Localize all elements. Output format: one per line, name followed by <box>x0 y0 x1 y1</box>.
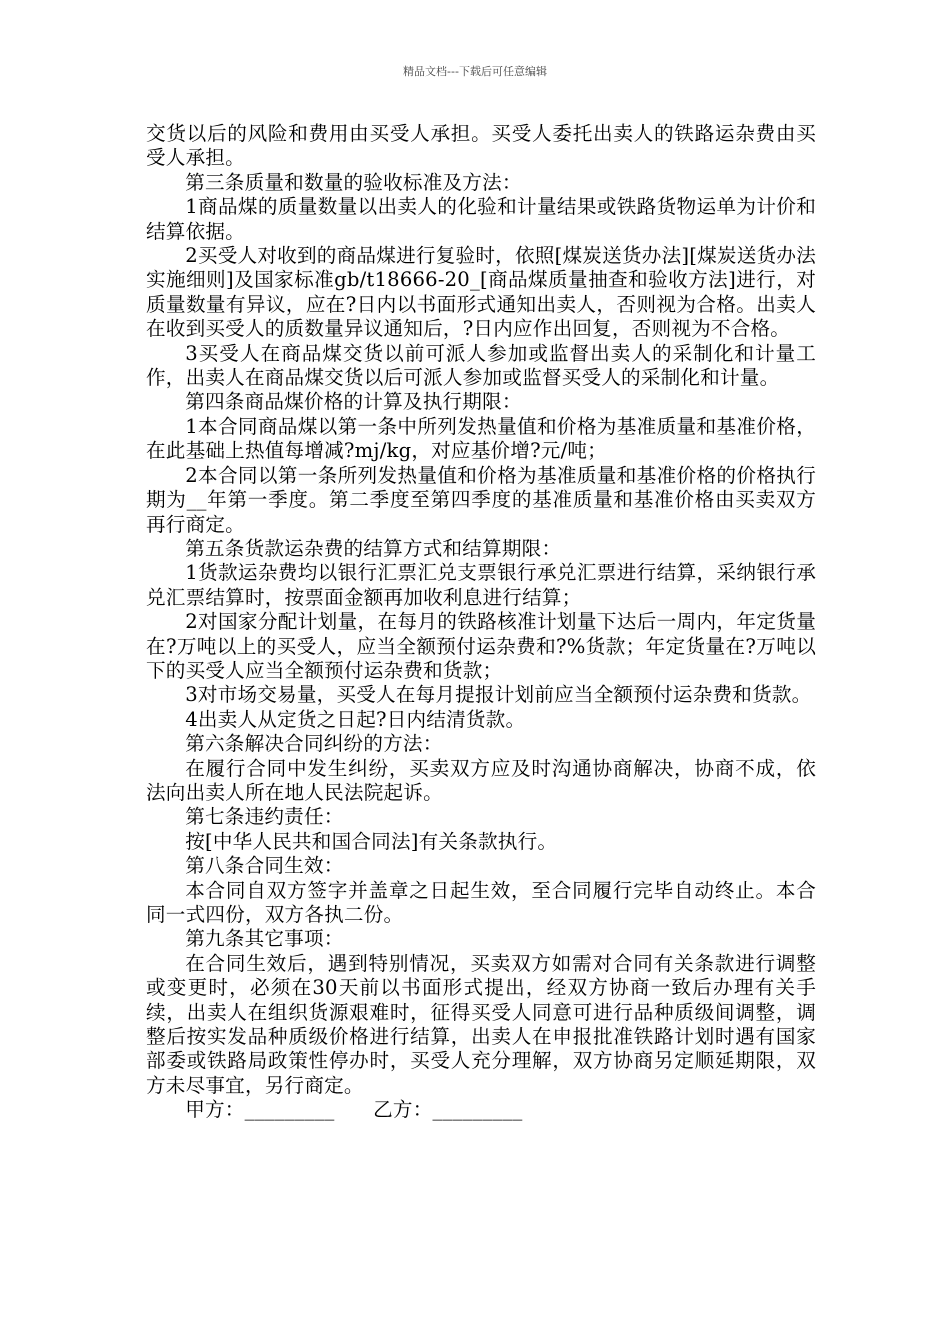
paragraph: 2买受人对收到的商品煤进行复验时，依照[煤炭送货办法][煤炭送货办法实施细则]及国家标准gb/t18666-20_[商品煤质量抽查和验收方法]进行，对质量数量有异议，应在?日内以书面形式通知出卖人，否则视为合格。出卖人在收到买受人的质数量异议通知后，?日内应作出回复，否则视为不合格。 <box>146 244 816 341</box>
paragraph: 按[中华人民共和国合同法]有关条款执行。 <box>185 829 558 853</box>
paragraph: 第七条违约责任： <box>185 805 344 829</box>
paragraph: 3对市场交易量，买受人在每月提报计划前应当全额预付运杂费和货款。 <box>185 683 812 707</box>
paragraph: 3买受人在商品煤交货以前可派人参加或监督出卖人的采制化和计量工作，出卖人在商品煤交货以后可派人参加或监督买受人的采制化和计量。 <box>146 341 816 390</box>
document-body <box>146 122 816 1123</box>
paragraph: 1本合同商品煤以第一条中所列发热量值和价格为基准质量和基准价格，在此基础上热值每增减?mj/kg，对应基价增?元/吨； <box>146 414 816 463</box>
paragraph: 2本合同以第一条所列发热量值和价格为基准质量和基准价格的价格执行期为__年第一季度。第二季度至第四季度的基准质量和基准价格由买卖双方再行商定。 <box>146 463 816 536</box>
page-header: 精品文档---下载后可任意编辑 <box>403 65 547 78</box>
paragraph: 1货款运杂费均以银行汇票汇兑支票银行承兑汇票进行结算，采纳银行承兑汇票结算时，按票面金额再加收利息进行结算； <box>146 561 816 609</box>
paragraph: 2对国家分配计划量，在每月的铁路核准计划量下达后一周内，年定货量在?万吨以上的买受人，应当全额预付运杂费和?%货款；年定货量在?万吨以下的买受人应当全额预付运杂费和货款； <box>146 610 816 682</box>
signature-line: 甲方：_________ 乙方：_________ <box>185 1098 523 1122</box>
paragraph: 在合同生效后，遇到特别情况，买卖双方如需对合同有关条款进行调整或变更时，必须在30天前以书面形式提出，经双方协商一致后办理有关手续，出卖人在组织货源艰难时，征得买受人同意可进行品种质级间调整，调整后按实发品种质级价格进行结算，出卖人在申报批准铁路计划时遇有国家部委或铁路局政策性停办时，买受人充分理解，双方协商另定顺延期限，双方未尽事宜，另行商定。 <box>146 951 816 1097</box>
paragraph: 本合同自双方签字并盖章之日起生效，至合同履行完毕自动终止。本合同一式四份，双方各执二份。 <box>146 878 816 926</box>
paragraph: 1商品煤的质量数量以出卖人的化验和计量结果或铁路货物运单为计价和结算依据。 <box>146 195 816 243</box>
paragraph: 4出卖人从定货之日起?日内结清货款。 <box>185 707 526 731</box>
paragraph: 第九条其它事项： <box>185 927 344 951</box>
paragraph: 在履行合同中发生纠纷，买卖双方应及时沟通协商解决，协商不成，依法向出卖人所在地人民法院起诉。 <box>146 756 816 804</box>
paragraph-list <box>146 122 816 1098</box>
paragraph: 第四条商品煤价格的计算及执行期限： <box>185 390 522 414</box>
paragraph: 第三条质量和数量的验收标准及方法： <box>185 170 522 194</box>
paragraph: 第五条货款运杂费的结算方式和结算期限： <box>185 536 562 560</box>
paragraph: 第六条解决合同纠纷的方法： <box>185 732 443 756</box>
paragraph: 交货以后的风险和费用由买受人承担。买受人委托出卖人的铁路运杂费由买受人承担。 <box>146 122 816 170</box>
paragraph: 第八条合同生效： <box>185 854 344 878</box>
